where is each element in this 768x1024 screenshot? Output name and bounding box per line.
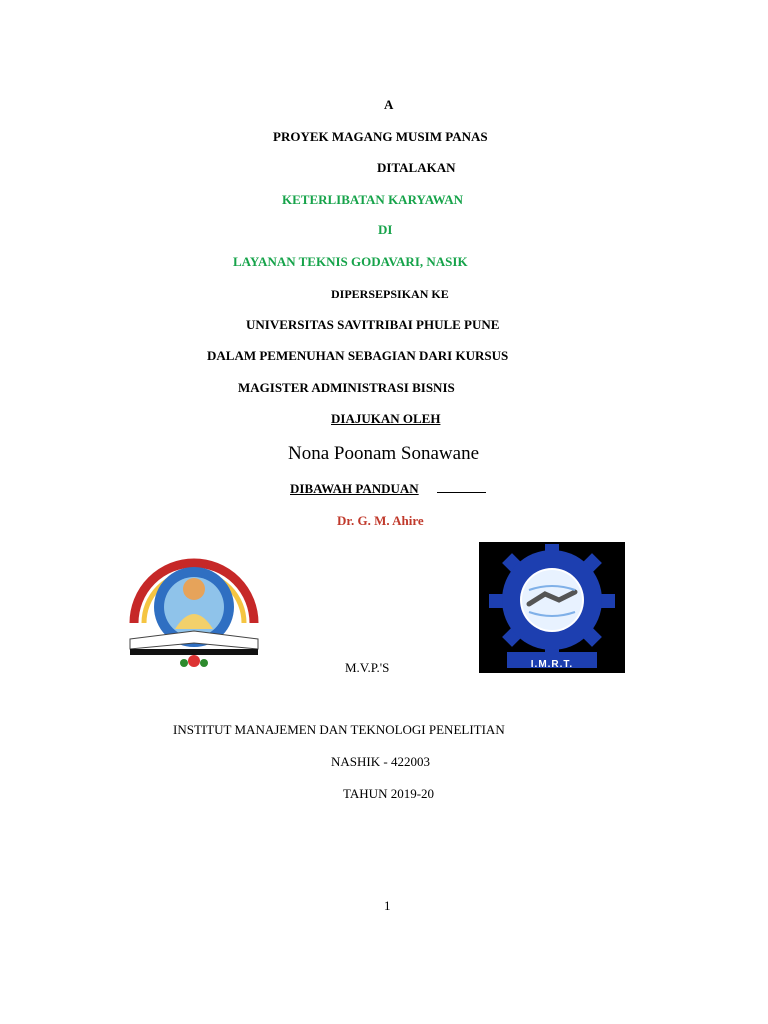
gear-globe-icon — [479, 542, 625, 673]
topic-title: KETERLIBATAN KARYAWAN — [282, 192, 463, 207]
partial-fulfillment: DALAM PEMENUHAN SEBAGIAN DARI KURSUS — [207, 348, 509, 363]
university-name: UNIVERSITAS SAVITRIBAI PHULE PUNE — [246, 317, 500, 332]
submitted-to-label: DIPERSEPSIKAN KE — [331, 287, 449, 301]
society-name: M.V.P.'S — [345, 660, 390, 675]
company-name: LAYANAN TEKNIS GODAVARI, NASIK — [233, 254, 468, 269]
mvp-samaj-logo — [126, 543, 262, 671]
at-label: DI — [378, 222, 393, 237]
student-name: Nona Poonam Sonawane — [288, 443, 480, 464]
emblem-icon — [126, 543, 262, 671]
institute-city: NASHIK - 422003 — [331, 754, 430, 769]
submitted-by-label: DIAJUKAN OLEH — [331, 411, 441, 426]
project-title: PROYEK MAGANG MUSIM PANAS — [273, 129, 488, 144]
imrt-label: I.M.R.T. — [530, 659, 574, 670]
conducted-label: DITALAKAN — [377, 160, 456, 175]
imrt-logo — [479, 542, 625, 673]
institute-name: INSTITUT MANAJEMEN DAN TEKNOLOGI PENELITIAN — [173, 722, 505, 737]
guidance-underline — [437, 492, 486, 493]
degree-name: MAGISTER ADMINISTRASI BISNIS — [238, 380, 455, 395]
line-a: A — [384, 97, 394, 112]
guidance-label: DIBAWAH PANDUAN — [290, 481, 419, 496]
page-number: 1 — [384, 898, 391, 913]
guide-name: Dr. G. M. Ahire — [337, 513, 424, 528]
academic-year: TAHUN 2019-20 — [343, 786, 435, 801]
